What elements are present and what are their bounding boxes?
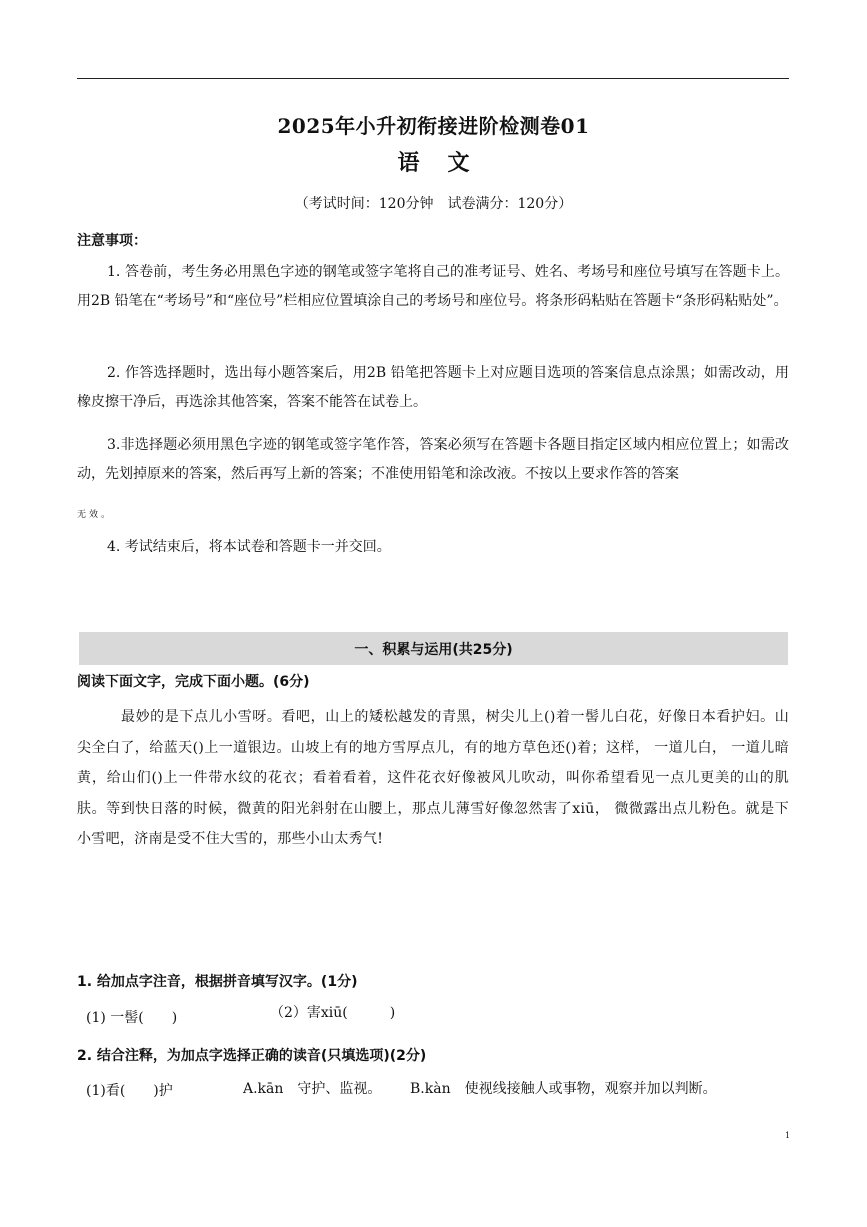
section-title: 一、积累与运用(共25分) [354,642,513,658]
question-2-option-a: A.kān 守护、监视。 [243,1081,382,1097]
section-header-bar [79,632,788,665]
notice-item-2: 2. 作答选择题时，选出每小题答案后，用2B 铅笔把答题卡上对应题目选项的答案信息点涂黑；如需改动，用橡皮擦干净后，再选涂其他答案，答案不能答在试卷上。 [77,365,789,410]
reading-passage: 最妙的是下点儿小雪呀。看吧，山上的矮松越发的青黑，树尖儿上()着一髻儿白花，好像日本看护妇。山尖全白了，给蓝天()上一道银边。山坡上有的地方雪厚点儿，有的地方草色还()着；这样， 一道儿白， 一道儿暗黄，给山们()上一件带水纹的花衣；看着看着，这件花衣好像被风儿吹动，叫你希望看见一点儿更美的山的肌肤。等到快日落的时候，微黄的阳光斜射在山腰上，那点儿薄雪好像忽然害了xiū， 微微露出点儿粉色。就是下小雪吧，济南是受不住大雪的，那些小山太秀气! [77,709,789,847]
question-1-sub-2: （2）害xiū( ) [270,1005,396,1021]
question-2-option-b: B.kàn 使视线接触人或事物，观察并加以判断。 [410,1081,717,1097]
notice-heading: 注意事项： [77,233,147,249]
question-2-sub-1: (1)看( )护 [86,1083,173,1099]
notice-item-4: 4. 考试结束后，将本试卷和答题卡一并交回。 [107,539,391,555]
exam-info: （考试时间：120分钟 试卷满分：120分） [294,196,573,212]
page-number: 1 [785,1131,791,1140]
top-rule [77,78,789,79]
reading-heading: 阅读下面文字，完成下面小题。(6分) [77,674,310,690]
question-1-heading: 1. 给加点字注音，根据拼音填写汉字。(1分) [77,974,358,990]
question-2-heading: 2. 结合注释，为加点字选择正确的读音(只填选项)(2分) [77,1048,427,1064]
notice-item-1: 1. 答卷前，考生务必用黑色字迹的钢笔或签字笔将自己的准考证号、姓名、考场号和座位号填写在答题卡上。用2B 铅笔在“考场号”和“座位号”栏相应位置填涂自己的考场号和座位号。将条形码粘贴在答题卡“条形码粘贴处”。 [77,264,789,309]
subject-title [0,146,867,177]
subject-char-1: 语 [397,150,420,176]
subject-char-2: 文 [447,150,470,176]
question-1-sub-1: (1) 一髻( ) [86,1010,178,1026]
notice-item-3: 3.非选择题必须用黑色字迹的钢笔或签字笔作答，答案必须写在答题卡各题目指定区域内相应位置上；如需改动，先划掉原来的答案，然后再写上新的答案；不准使用铅笔和涂改液。不按以上要求作答的答案 [77,437,789,482]
notice-item-3-tail: 无效。 [77,510,114,520]
exam-title: 2025年小升初衔接进阶检测卷01 [277,114,590,138]
